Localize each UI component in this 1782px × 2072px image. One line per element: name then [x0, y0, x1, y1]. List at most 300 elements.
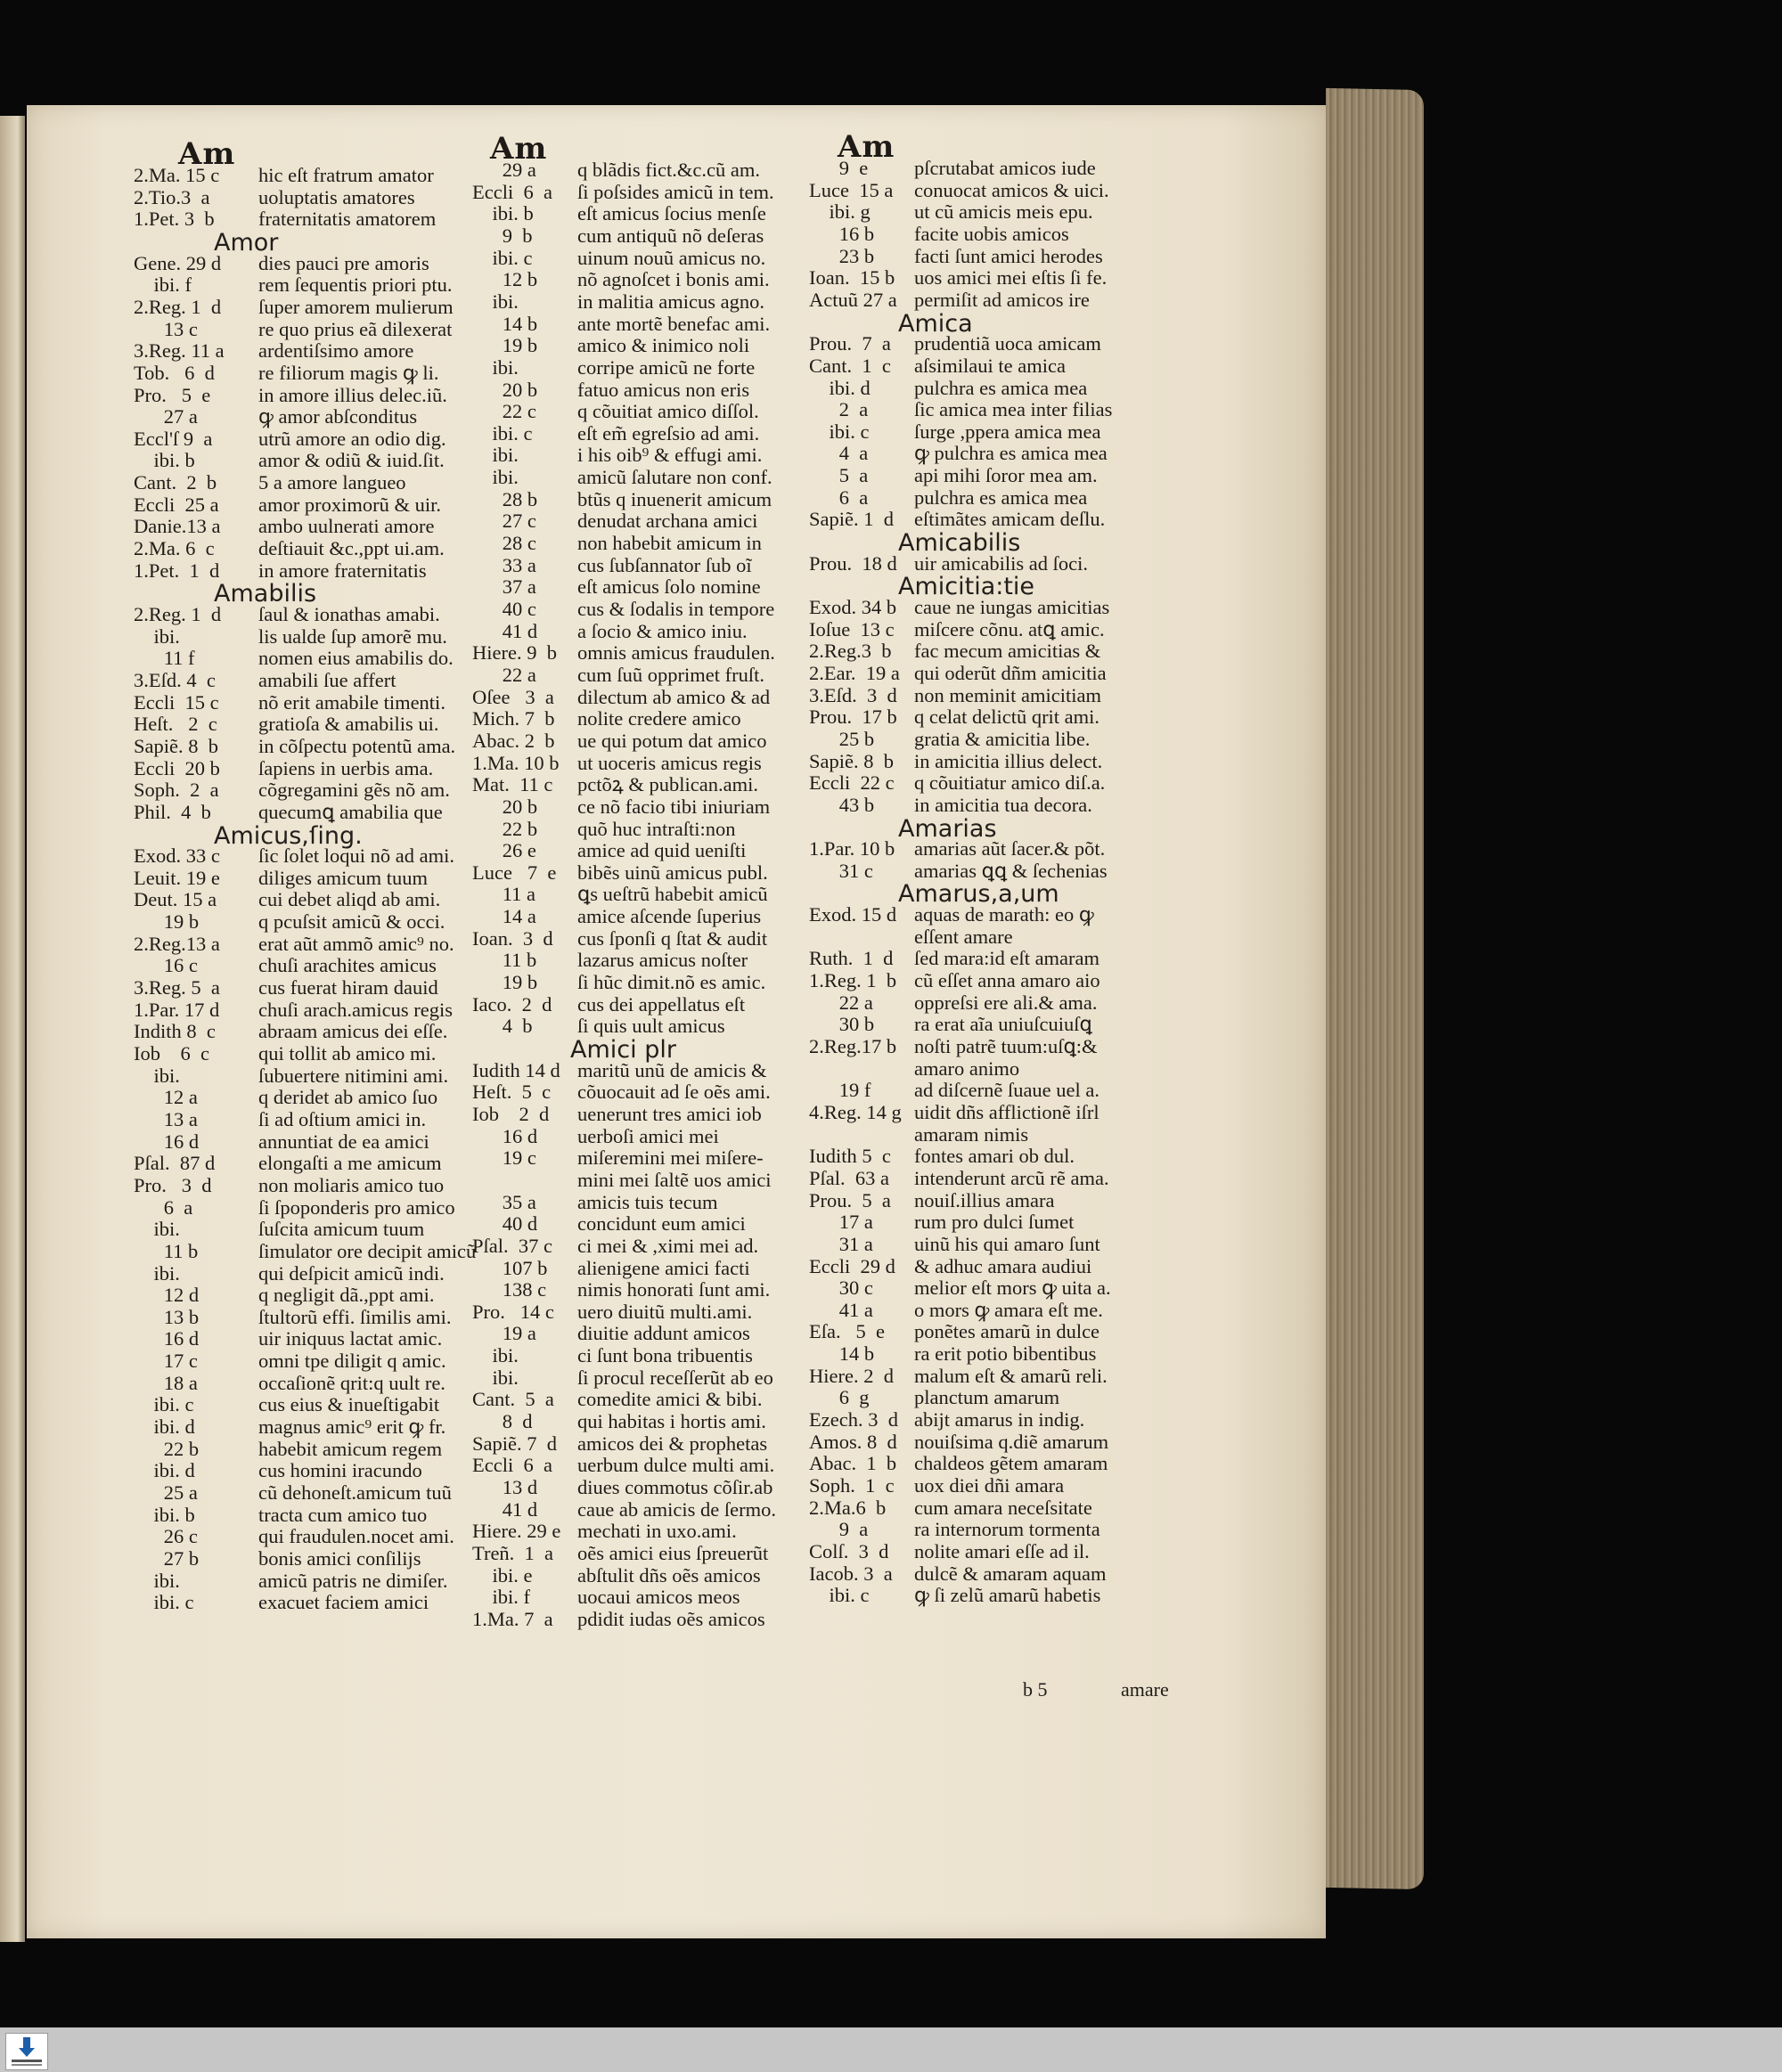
viewer-bottom-bar — [0, 2027, 1782, 2072]
library-logo-icon[interactable] — [5, 2033, 48, 2070]
citation-text: amarias aũt ſacer.& põt. — [914, 837, 1106, 861]
citation-reference: 13 b — [134, 1305, 200, 1328]
citation-text: pulchra es amica mea — [914, 376, 1088, 399]
citation-text: aſsimilaui te amica — [914, 354, 1066, 377]
entry-heading: Amarias — [898, 814, 997, 843]
citation-text: ambo uulnerati amore — [258, 515, 435, 538]
entry-heading: Amarus,a,um — [898, 880, 1059, 909]
citation-reference: 16 b — [809, 222, 875, 245]
citation-text: caue ne iungas amicitias — [914, 596, 1110, 618]
citation-reference: ibi. c — [134, 1393, 194, 1416]
citation-reference: Exod. 15 d — [809, 903, 897, 926]
citation-reference: 2.Reg. 1 d — [134, 295, 222, 318]
citation-text: q cõuitiat amico diſſol. — [577, 400, 759, 423]
citation-reference: 41 d — [472, 619, 538, 642]
citation-text: noſti patrẽ tuum:uſꝗ:& — [914, 1035, 1098, 1057]
citation-text: pulchra es amica mea — [914, 485, 1088, 509]
citation-reference: 22 a — [809, 991, 873, 1014]
citation-text: quõ huc intraſti:non — [577, 817, 736, 840]
citation-reference: Eccli 22 c — [809, 771, 895, 795]
citation-text: uir iniquus lactat amic. — [258, 1327, 443, 1350]
citation-text: amico & inimico noli — [577, 334, 750, 357]
citation-reference: ibi. b — [134, 449, 195, 472]
citation-text: amarias ꝗꝗ & ſechenias — [914, 859, 1108, 882]
citation-text: ante mortẽ benefac ami. — [577, 312, 771, 335]
citation-text: ꝙ pulchra es amica mea — [914, 442, 1108, 465]
citation-text: gratia & amicitia libe. — [914, 727, 1091, 750]
citation-reference: 11 b — [472, 949, 537, 972]
citation-reference: 12 b — [472, 268, 538, 291]
citation-reference: 19 f — [809, 1079, 871, 1102]
citation-text: facti ſunt amici herodes — [914, 244, 1103, 267]
citation-text: amicis tuis tecum — [577, 1190, 718, 1213]
citation-reference: Deut. 15 a — [134, 888, 217, 911]
citation-reference: Danie.13 a — [134, 515, 221, 538]
entry-heading: Amicus,ſing. — [214, 821, 363, 850]
citation-text: qui tollit ab amico mi. — [258, 1042, 437, 1065]
citation-text: eſſent amare — [914, 925, 1013, 948]
citation-text: ſed mara:id eſt amaram — [914, 947, 1100, 970]
citation-text: uerboſi amici mei — [577, 1124, 719, 1147]
citation-reference: 138 c — [472, 1278, 547, 1301]
citation-text: ut uoceris amicus regis — [577, 751, 762, 774]
citation-text: ſurge ,ppera amica mea — [914, 420, 1101, 443]
citation-reference: ibi. f — [472, 1586, 530, 1609]
citation-text: uoluptatis amatores — [258, 185, 415, 208]
citation-text: rem ſequentis priori ptu. — [258, 273, 453, 297]
citation-reference: ibi. f — [134, 273, 192, 297]
citation-text: cus eius & inueſtigabit — [258, 1393, 440, 1416]
book-fore-edge — [1326, 88, 1424, 1889]
citation-reference: Eccl'ſ 9 a — [134, 427, 213, 450]
citation-reference: 28 c — [472, 532, 536, 555]
citation-text: ſtultorũ effi. ſimilis ami. — [258, 1305, 452, 1328]
citation-text: uinũ his qui amaro ſunt — [914, 1232, 1100, 1255]
citation-reference: Hiere. 29 e — [472, 1520, 561, 1543]
citation-reference: Iaco. 2 d — [472, 992, 552, 1016]
citation-reference: Ioſue 13 c — [809, 617, 895, 640]
citation-reference: Soph. 2 a — [134, 779, 219, 802]
citation-text: q pcuſsit amicũ & occi. — [258, 910, 446, 934]
citation-reference: Eſa. 5 e — [809, 1320, 885, 1343]
citation-text: facite uobis amicos — [914, 222, 1069, 245]
citation-text: conuocat amicos & uici. — [914, 178, 1109, 201]
citation-reference: 3.Eſd. 3 d — [809, 683, 897, 706]
citation-text: in amore fraternitatis — [258, 559, 427, 582]
citation-text: eſt em̃ egreſsio ad ami. — [577, 421, 760, 445]
citation-text: amicos dei & prophetas — [577, 1432, 768, 1455]
citation-reference: 19 b — [472, 334, 538, 357]
citation-text: mini mei ſaltẽ uos amici — [577, 1168, 772, 1191]
citation-reference: Cant. 2 b — [134, 471, 217, 494]
citation-reference: 13 a — [134, 1107, 198, 1130]
citation-text: cum ſuũ opprimet fruſt. — [577, 663, 764, 686]
citation-text: amice aſcende ſuperius — [577, 905, 762, 928]
citation-reference: ibi. — [134, 624, 180, 648]
citation-text: cus ſponſi q ſtat & audit — [577, 926, 768, 950]
citation-reference: Cant. 1 c — [809, 354, 891, 377]
citation-text: concidunt eum amici — [577, 1212, 746, 1236]
citation-reference: 3.Reg. 11 a — [134, 339, 225, 363]
citation-text: elongaſti a me amicum — [258, 1152, 442, 1175]
citation-reference: ibi. c — [472, 246, 533, 269]
citation-text: amaro animo — [914, 1056, 1020, 1080]
citation-reference: 6 a — [134, 1195, 193, 1219]
citation-reference: Oſee 3 a — [472, 685, 554, 708]
citation-text: bonis amici conſilijs — [258, 1546, 421, 1570]
citation-text: cõgregamini gẽs nõ am. — [258, 779, 450, 802]
citation-text: annuntiat de ea amici — [258, 1130, 429, 1153]
citation-reference: 40 c — [472, 598, 536, 620]
book-page — [27, 105, 1326, 1938]
citation-reference: Amos. 8 d — [809, 1430, 897, 1453]
citation-text: cus dei appellatus eſt — [577, 992, 746, 1016]
citation-text: ſi procul receſſerũt ab eo — [577, 1366, 773, 1389]
citation-text: ſi hũc dimit.nõ es amic. — [577, 971, 766, 994]
citation-reference: Iudith 5 c — [809, 1145, 891, 1168]
citation-reference: 31 c — [809, 859, 873, 882]
citation-text: nolite amari eſſe ad il. — [914, 1539, 1090, 1562]
citation-reference: 1.Par. 17 d — [134, 998, 220, 1021]
citation-reference: 22 b — [134, 1437, 200, 1460]
citation-text: ut cũ amicis meis epu. — [914, 200, 1093, 224]
citation-text: uocaui amicos meos — [577, 1586, 740, 1609]
citation-reference: 20 b — [472, 795, 538, 818]
citation-reference: 26 e — [472, 839, 536, 862]
citation-reference: ibi. d — [134, 1415, 195, 1439]
citation-text: ꝙ amor abſconditus — [258, 405, 418, 428]
citation-reference: Mat. 11 c — [472, 773, 553, 796]
citation-reference: Heſt. 5 c — [472, 1081, 552, 1104]
citation-reference: 2 a — [809, 398, 869, 421]
catchword: amare — [1121, 1678, 1169, 1701]
citation-reference: 14 a — [472, 905, 536, 928]
citation-text: ra internorum tormenta — [914, 1518, 1100, 1541]
citation-reference: Exod. 34 b — [809, 596, 897, 618]
citation-text: ad diſcernẽ ſuaue uel a. — [914, 1079, 1100, 1102]
entry-heading: Amabilis — [214, 580, 317, 608]
citation-text: lis ualde ſup amorẽ mu. — [258, 624, 447, 648]
citation-reference: 9 b — [472, 224, 533, 247]
citation-reference: ibi. — [472, 444, 519, 467]
citation-reference: 11 b — [134, 1239, 199, 1262]
citation-reference: Prou. 7 a — [809, 332, 891, 355]
citation-text: diliges amicum tuum — [258, 866, 428, 889]
citation-reference: Eccli 15 c — [134, 690, 219, 714]
citation-text: cus homini iracundo — [258, 1459, 422, 1482]
citation-reference: Iacob. 3 a — [809, 1562, 893, 1585]
citation-text: comedite amici & bibi. — [577, 1388, 763, 1411]
citation-reference: ibi. — [134, 1064, 180, 1087]
citation-reference: ibi. d — [134, 1459, 195, 1482]
citation-text: ſi ſpoponderis pro amico — [258, 1195, 455, 1219]
citation-reference: 19 c — [472, 1146, 536, 1170]
citation-text: occaſionẽ qrit:q uult re. — [258, 1371, 446, 1394]
citation-text: o mors ꝙ amara eſt me. — [914, 1298, 1103, 1321]
citation-reference: ibi. d — [809, 376, 871, 399]
citation-text: ci mei & ,ximi mei ad. — [577, 1234, 759, 1257]
citation-text: q blãdis fict.&c.cũ am. — [577, 159, 760, 181]
citation-text: q deridet ab amico ſuo — [258, 1086, 438, 1109]
citation-reference: 2.Ma. 6 c — [134, 537, 215, 560]
entry-heading: Amicabilis — [898, 529, 1021, 558]
citation-reference: Eccli 29 d — [809, 1254, 895, 1277]
citation-text: fac mecum amicitias & — [914, 640, 1101, 663]
citation-text: qui deſpicit amicũ indi. — [258, 1261, 445, 1285]
citation-text: utrũ amore an odio dig. — [258, 427, 446, 450]
citation-reference: 9 e — [809, 157, 869, 179]
citation-text: permiſit ad amicos ire — [914, 288, 1090, 311]
citation-reference: ibi. c — [809, 420, 870, 443]
citation-reference: Abac. 1 b — [809, 1452, 897, 1475]
citation-reference: 23 b — [809, 244, 875, 267]
citation-reference: Ioan. 3 d — [472, 926, 553, 950]
citation-reference: 22 b — [472, 817, 538, 840]
citation-text: maritũ unũ de amicis & — [577, 1058, 767, 1081]
citation-text: malum eſt & amarũ reli. — [914, 1364, 1108, 1387]
citation-reference: 40 d — [472, 1212, 538, 1236]
citation-reference: 2.Reg.13 a — [134, 932, 220, 955]
citation-reference: Exod. 33 c — [134, 844, 220, 868]
citation-text: in amicitia illius delect. — [914, 749, 1103, 772]
citation-text: cum antiquũ nõ deſeras — [577, 224, 764, 247]
citation-reference: 12 a — [134, 1086, 198, 1109]
citation-reference: ibi. c — [134, 1591, 194, 1614]
citation-text: planctum amarum — [914, 1386, 1060, 1409]
citation-text: nõ erit amabile timenti. — [258, 690, 446, 714]
citation-reference: 28 b — [472, 487, 538, 510]
citation-text: amicũ patris ne dimiſer. — [258, 1569, 448, 1592]
citation-text: oẽs amici eius ſpreuerũt — [577, 1541, 769, 1564]
citation-reference: Tob. 6 d — [134, 361, 215, 384]
citation-text: cũ eſſet anna amaro aio — [914, 969, 1100, 992]
citation-reference: 25 b — [809, 727, 875, 750]
citation-reference: Hiere. 2 d — [809, 1364, 894, 1387]
citation-text: in cõſpectu potentũ ama. — [258, 734, 456, 757]
citation-text: re filiorum magis ꝙ li. — [258, 361, 439, 384]
citation-text: abſtulit dñs oẽs amicos — [577, 1563, 761, 1587]
citation-text: dilectum ab amico & ad — [577, 685, 771, 708]
citation-reference: 30 b — [809, 1013, 875, 1036]
citation-text: qui fraudulen.nocet ami. — [258, 1525, 454, 1548]
citation-reference: 27 a — [134, 405, 198, 428]
citation-text: uox diei dñi amara — [914, 1474, 1065, 1497]
citation-text: miſcere cõnu. atꝗ amic. — [914, 617, 1105, 640]
citation-reference: Cant. 5 a — [472, 1388, 554, 1411]
citation-reference: 1.Ma. 10 b — [472, 751, 560, 774]
citation-text: chuſi arach.amicus regis — [258, 998, 454, 1021]
citation-text: quecumꝗ amabilia que — [258, 800, 443, 823]
citation-reference: Sapiẽ. 8 b — [809, 749, 894, 772]
citation-reference: Gene. 29 d — [134, 251, 222, 274]
citation-reference: Abac. 2 b — [472, 729, 555, 752]
citation-text: ſi ad oſtium amici in. — [258, 1107, 427, 1130]
citation-reference: Prou. 18 d — [809, 551, 897, 575]
citation-text: ci ſunt bona tribuentis — [577, 1344, 753, 1367]
citation-text: cus & ſodalis in tempore — [577, 598, 775, 620]
citation-text: pdidit iudas oẽs amicos — [577, 1607, 765, 1630]
citation-text: abijt amarus in indig. — [914, 1408, 1085, 1432]
citation-text: qui habitas i hortis ami. — [577, 1410, 766, 1433]
citation-reference: ibi. g — [809, 200, 871, 224]
citation-text: fraternitatis amatorem — [258, 208, 437, 231]
citation-text: magnus amic⁹ erit ꝙ fr. — [258, 1415, 446, 1439]
citation-text: diuitie addunt amicos — [577, 1322, 750, 1345]
citation-text: ſi poſsides amicũ in tem. — [577, 180, 774, 203]
citation-text: ardentiſsimo amore — [258, 339, 414, 363]
citation-reference: Colſ. 3 d — [809, 1539, 889, 1562]
citation-reference: 16 d — [134, 1130, 200, 1153]
citation-reference: ibi. c — [809, 1584, 870, 1607]
citation-reference: 16 d — [134, 1327, 200, 1350]
citation-reference: Luce 7 e — [472, 861, 557, 884]
citation-reference: ibi. — [134, 1261, 180, 1285]
citation-reference: 29 a — [472, 159, 536, 181]
citation-reference: 14 b — [472, 312, 538, 335]
citation-text: non moliaris amico tuo — [258, 1173, 445, 1196]
citation-text: uenerunt tres amici iob — [577, 1102, 762, 1125]
citation-text: cum amara neceſsitate — [914, 1496, 1092, 1519]
citation-reference: 2.Ear. 19 a — [809, 661, 900, 684]
citation-text: habebit amicum regem — [258, 1437, 443, 1460]
citation-reference: 41 d — [472, 1497, 538, 1521]
running-head: Am — [838, 129, 895, 165]
citation-reference: 6 a — [809, 485, 869, 509]
citation-text: ſubuertere nitimini ami. — [258, 1064, 449, 1087]
citation-text: rum pro dulci ſumet — [914, 1211, 1075, 1234]
citation-reference: 1.Ma. 7 a — [472, 1607, 553, 1630]
entry-heading: Amica — [898, 309, 973, 338]
citation-reference: Heſt. 2 c — [134, 713, 217, 736]
citation-reference: 22 c — [472, 400, 536, 423]
citation-reference: 30 c — [809, 1277, 873, 1300]
citation-reference: Pro. 14 c — [472, 1300, 554, 1323]
citation-text: uerbum dulce multi ami. — [577, 1454, 775, 1477]
citation-reference: Ruth. 1 d — [809, 947, 894, 970]
citation-text: cui debet aliqd ab ami. — [258, 888, 441, 911]
entry-heading: Amor — [214, 228, 279, 257]
citation-reference: Pſal. 63 a — [809, 1166, 889, 1189]
citation-reference: 25 a — [134, 1481, 198, 1504]
citation-reference: ibi. — [134, 1569, 180, 1592]
citation-text: uinum nouũ amicus no. — [577, 246, 766, 269]
citation-text: ſuper amorem mulierum — [258, 295, 454, 318]
citation-reference: 17 c — [134, 1350, 198, 1373]
citation-reference: ibi. — [472, 1344, 519, 1367]
citation-text: ra erit potio bibentibus — [914, 1342, 1097, 1366]
citation-text: cus fuerat hiram dauid — [258, 976, 438, 999]
citation-text: q cõuitiatur amico diſ.a. — [914, 771, 1106, 795]
citation-text: dulcẽ & amaram aquam — [914, 1562, 1107, 1585]
citation-reference: 37 a — [472, 575, 536, 599]
citation-text: tracta cum amico tuo — [258, 1503, 428, 1526]
citation-text: exacuet faciem amici — [258, 1591, 429, 1614]
citation-text: amice ad quid ueniſti — [577, 839, 747, 862]
citation-reference: 16 c — [134, 954, 198, 977]
citation-text: i his oib⁹ & effugi ami. — [577, 444, 763, 467]
citation-reference: 1.Pet. 3 b — [134, 208, 215, 231]
citation-reference: 3.Reg. 5 a — [134, 976, 220, 999]
citation-text: mechati in uxo.ami. — [577, 1520, 737, 1543]
citation-text: nimis honorati ſunt ami. — [577, 1278, 771, 1301]
citation-reference: 43 b — [809, 793, 875, 816]
citation-reference: 11 a — [472, 883, 536, 906]
citation-text: in amore illius delec.iũ. — [258, 383, 447, 406]
citation-text: pctõꝝ & publican.ami. — [577, 773, 758, 796]
citation-reference: Eccli 20 b — [134, 756, 220, 779]
citation-reference: Mich. 7 b — [472, 707, 555, 730]
citation-reference: 8 d — [472, 1410, 533, 1433]
citation-reference: Leuit. 19 e — [134, 866, 220, 889]
citation-text: nolite credere amico — [577, 707, 741, 730]
citation-reference: 27 c — [472, 510, 536, 533]
citation-text: dies pauci pre amoris — [258, 251, 429, 274]
citation-reference: Prou. 5 a — [809, 1188, 891, 1211]
citation-text: btũs q inuenerit amicum — [577, 487, 772, 510]
citation-reference: 1.Par. 10 b — [809, 837, 895, 861]
citation-reference: 2.Reg.3 b — [809, 640, 892, 663]
citation-text: bibẽs uinũ amicus publ. — [577, 861, 768, 884]
citation-text: melior eſt mors ꝙ uita a. — [914, 1277, 1111, 1300]
citation-reference: 4 b — [472, 1015, 533, 1038]
citation-reference: Iudith 14 d — [472, 1058, 560, 1081]
citation-reference: ibi. b — [134, 1503, 195, 1526]
citation-reference: Eccli 25 a — [134, 493, 219, 516]
citation-reference: Ezech. 3 d — [809, 1408, 898, 1432]
citation-reference: 35 a — [472, 1190, 536, 1213]
citation-text: cũ dehoneſt.amicum tuũ — [258, 1481, 452, 1504]
citation-reference: 5 a — [809, 464, 869, 487]
citation-reference: Actuũ 27 a — [809, 288, 897, 311]
citation-text: chaldeos gẽtem amaram — [914, 1452, 1108, 1475]
citation-reference: Soph. 1 c — [809, 1474, 895, 1497]
citation-text: uero diuitũ multi.ami. — [577, 1300, 753, 1323]
citation-reference: ibi. — [472, 355, 519, 379]
citation-text: eſtimãtes amicam deſlu. — [914, 508, 1106, 531]
citation-text: denudat archana amici — [577, 510, 758, 533]
citation-reference: 2.Reg.17 b — [809, 1035, 897, 1057]
citation-text: eſt amicus ſocius menſe — [577, 202, 766, 225]
citation-reference: ibi. — [134, 1218, 180, 1241]
citation-reference: 9 a — [809, 1518, 869, 1541]
citation-text: caue ab amicis de ſermo. — [577, 1497, 777, 1521]
citation-reference: 19 a — [472, 1322, 536, 1345]
citation-text: diues commotus cõſir.ab — [577, 1476, 773, 1498]
citation-reference: 2.Reg. 1 d — [134, 603, 222, 625]
citation-reference: Sapiẽ. 8 b — [134, 734, 218, 757]
citation-reference: 18 a — [134, 1371, 198, 1394]
citation-text: in amicitia tua decora. — [914, 793, 1092, 816]
citation-reference: Pro. 5 e — [134, 383, 211, 406]
citation-reference: ibi. c — [472, 421, 533, 445]
citation-reference: ibi. — [472, 466, 519, 489]
citation-reference: Indith 8 c — [134, 1020, 216, 1043]
citation-text: fatuo amicus non eris — [577, 378, 750, 401]
citation-reference: 16 d — [472, 1124, 538, 1147]
citation-reference: ibi. e — [472, 1563, 533, 1587]
citation-text: aquas de marath: eo ꝙ — [914, 903, 1094, 926]
citation-text: omni tpe diligit q amic. — [258, 1350, 446, 1373]
citation-reference: 31 a — [809, 1232, 873, 1255]
citation-reference: Eccli 6 a — [472, 1454, 552, 1477]
citation-reference: 13 c — [134, 317, 198, 340]
citation-reference: 12 d — [134, 1284, 200, 1307]
citation-reference: 17 a — [809, 1211, 873, 1234]
citation-text: amor proximorũ & uir. — [258, 493, 441, 516]
running-head: Am — [178, 136, 236, 172]
citation-reference: 2.Tio.3 a — [134, 185, 210, 208]
citation-text: ponẽtes amarũ in dulce — [914, 1320, 1100, 1343]
